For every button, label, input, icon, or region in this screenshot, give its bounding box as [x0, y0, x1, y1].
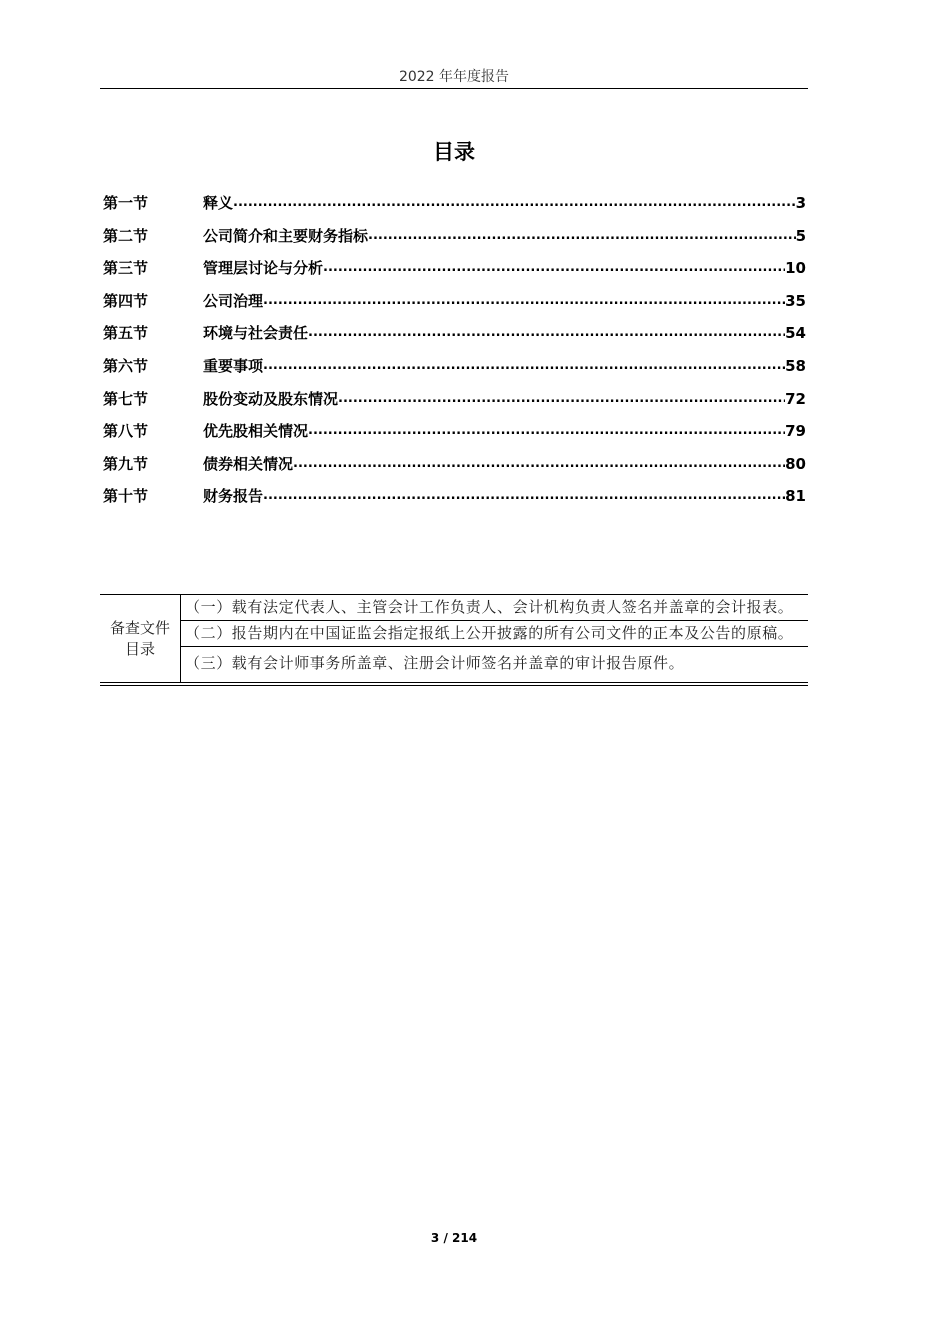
toc-section-number: 第一节: [103, 194, 149, 212]
toc-item[interactable]: [103, 193, 806, 226]
toc-section-number: 第六节: [103, 356, 149, 375]
toc-leader-dots: [323, 258, 785, 278]
toc-label: 环境与社会责任: [203, 324, 309, 343]
toc-item[interactable]: [103, 323, 806, 356]
toc-page-number: 79: [785, 422, 806, 441]
toc-leader-dots: [308, 421, 785, 441]
toc-label: 财务报告: [203, 487, 264, 506]
toc-page-number: 5: [795, 226, 806, 245]
toc-label: 重要事项: [203, 356, 264, 375]
reference-documents-label: 备查文件目录: [100, 595, 181, 682]
table-bottom-double-rule: [100, 682, 808, 686]
toc-label: 公司治理: [203, 291, 264, 310]
toc-item[interactable]: [103, 258, 806, 291]
toc-leader-dots: [368, 226, 796, 246]
toc-page-number: 81: [785, 487, 806, 506]
page-indicator: 3 / 214: [430, 1231, 478, 1245]
reference-document-item: （一）载有法定代表人、主管会计工作负责人、会计机构负责人签名并盖章的会计报表。: [181, 595, 808, 621]
toc-item[interactable]: [103, 454, 806, 487]
toc-section-number: 第九节: [103, 454, 149, 473]
toc-leader-dots: [263, 356, 785, 376]
table-of-contents: [103, 193, 806, 519]
toc-section-number: 第三节: [103, 259, 149, 278]
toc-page-number: 3: [795, 194, 806, 212]
toc-leader-dots: [263, 291, 785, 311]
toc-section-number: 第八节: [103, 422, 149, 441]
toc-page-number: 72: [785, 389, 806, 408]
toc-leader-dots: [293, 454, 785, 474]
toc-section-number: 第七节: [103, 389, 149, 408]
toc-leader-dots: [263, 486, 785, 506]
toc-section-number: 第四节: [103, 291, 149, 310]
toc-section-number: 第五节: [103, 324, 149, 343]
toc-item[interactable]: [103, 486, 806, 519]
toc-section-number: 第二节: [103, 226, 149, 245]
toc-label: 管理层讨论与分析: [203, 259, 324, 278]
header-rule: [100, 88, 808, 89]
toc-page-number: 10: [785, 259, 806, 278]
toc-page-number: 58: [785, 356, 806, 375]
toc-label: 股份变动及股东情况: [203, 389, 339, 408]
toc-item[interactable]: [103, 226, 806, 259]
toc-leader-dots: [308, 323, 785, 343]
toc-label: 债券相关情况: [203, 454, 294, 473]
toc-section-number: 第十节: [103, 487, 149, 506]
toc-item[interactable]: [103, 291, 806, 324]
toc-leader-dots: [233, 193, 796, 213]
toc-leader-dots: [338, 389, 785, 409]
reference-document-item: （二）报告期内在中国证监会指定报纸上公开披露的所有公司文件的正本及公告的原稿。: [181, 621, 808, 647]
toc-item[interactable]: [103, 389, 806, 422]
toc-page-number: 54: [785, 324, 806, 343]
toc-title: 目录: [433, 140, 475, 164]
toc-label: 优先股相关情况: [203, 422, 309, 441]
toc-label: 释义: [203, 194, 234, 212]
toc-page-number: 80: [785, 454, 806, 473]
toc-item[interactable]: [103, 356, 806, 389]
page-header: 2022 年年度报告: [398, 69, 510, 85]
toc-item[interactable]: [103, 421, 806, 454]
reference-documents-table: [100, 594, 808, 686]
reference-document-item: （三）载有会计师事务所盖章、注册会计师签名并盖章的审计报告原件。: [185, 654, 685, 672]
toc-page-number: 35: [785, 291, 806, 310]
toc-label: 公司简介和主要财务指标: [203, 226, 369, 245]
